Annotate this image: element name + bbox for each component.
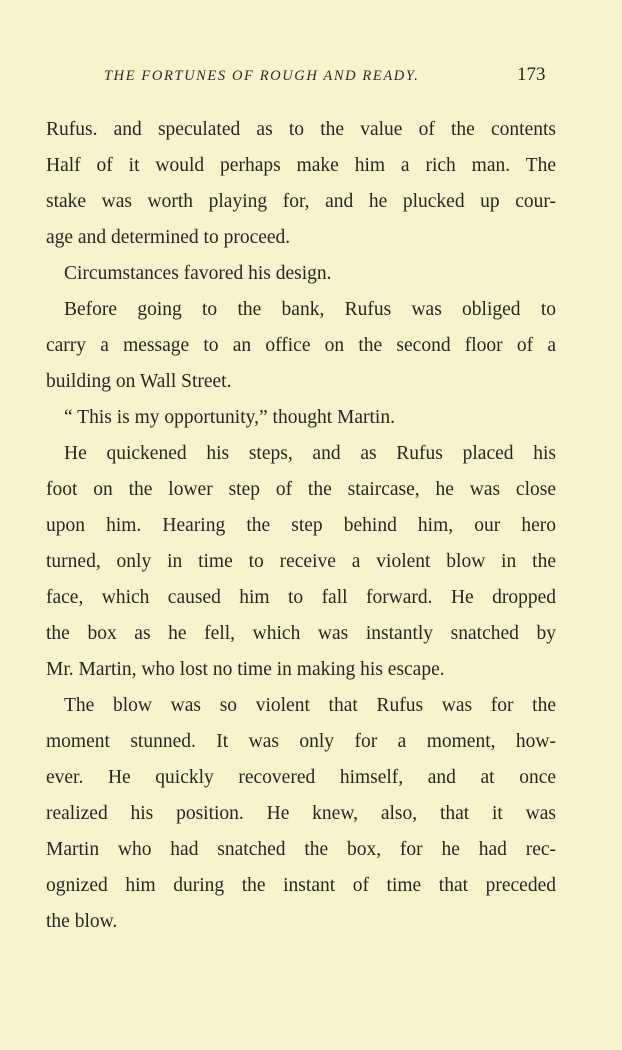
- text-line: Martin who had snatched the box, for he had rec-: [46, 839, 556, 860]
- text-line: Rufus. and speculated as to the value of the contents: [46, 119, 556, 140]
- running-head: [0, 64, 622, 92]
- running-title: THE FORTUNES OF ROUGH AND READY.: [104, 68, 420, 84]
- paragraph: [46, 691, 556, 943]
- text-line: ognized him during the instant of time that preceded: [46, 875, 556, 896]
- text-line: the blow.: [46, 911, 118, 932]
- text-line: Mr. Martin, who lost no time in making his escape.: [46, 659, 445, 680]
- page-number: 173: [517, 64, 546, 85]
- text-line: building on Wall Street.: [46, 371, 232, 392]
- text-line: carry a message to an office on the second floor of a: [46, 335, 556, 356]
- text-line: Half of it would perhaps make him a rich man. The: [46, 155, 556, 176]
- text-line: stake was worth playing for, and he plucked up cour-: [46, 191, 556, 212]
- paragraph: [46, 439, 556, 691]
- text-line: age and determined to proceed.: [46, 227, 291, 248]
- paragraph: [46, 259, 556, 295]
- paragraph: [46, 295, 556, 403]
- text-line: Circumstances favored his design.: [64, 263, 332, 284]
- text-line: face, which caused him to fall forward. He dropped: [46, 587, 556, 608]
- text-line: foot on the lower step of the staircase, he was close: [46, 479, 556, 500]
- paragraph: [46, 115, 556, 259]
- text-line: The blow was so violent that Rufus was for the: [64, 695, 556, 716]
- text-line: moment stunned. It was only for a moment, how-: [46, 731, 556, 752]
- text-line: ever. He quickly recovered himself, and at once: [46, 767, 556, 788]
- text-line: turned, only in time to receive a violent blow in the: [46, 551, 556, 572]
- text-line: He quickened his steps, and as Rufus placed his: [64, 443, 556, 464]
- paragraph: [46, 403, 556, 439]
- text-line: realized his position. He knew, also, that it was: [46, 803, 556, 824]
- text-line: “ This is my opportunity,” thought Martin.: [64, 407, 395, 428]
- text-line: upon him. Hearing the step behind him, our hero: [46, 515, 556, 536]
- body-text: [46, 115, 556, 943]
- text-line: Before going to the bank, Rufus was obliged to: [64, 299, 556, 320]
- text-line: the box as he fell, which was instantly snatched by: [46, 623, 556, 644]
